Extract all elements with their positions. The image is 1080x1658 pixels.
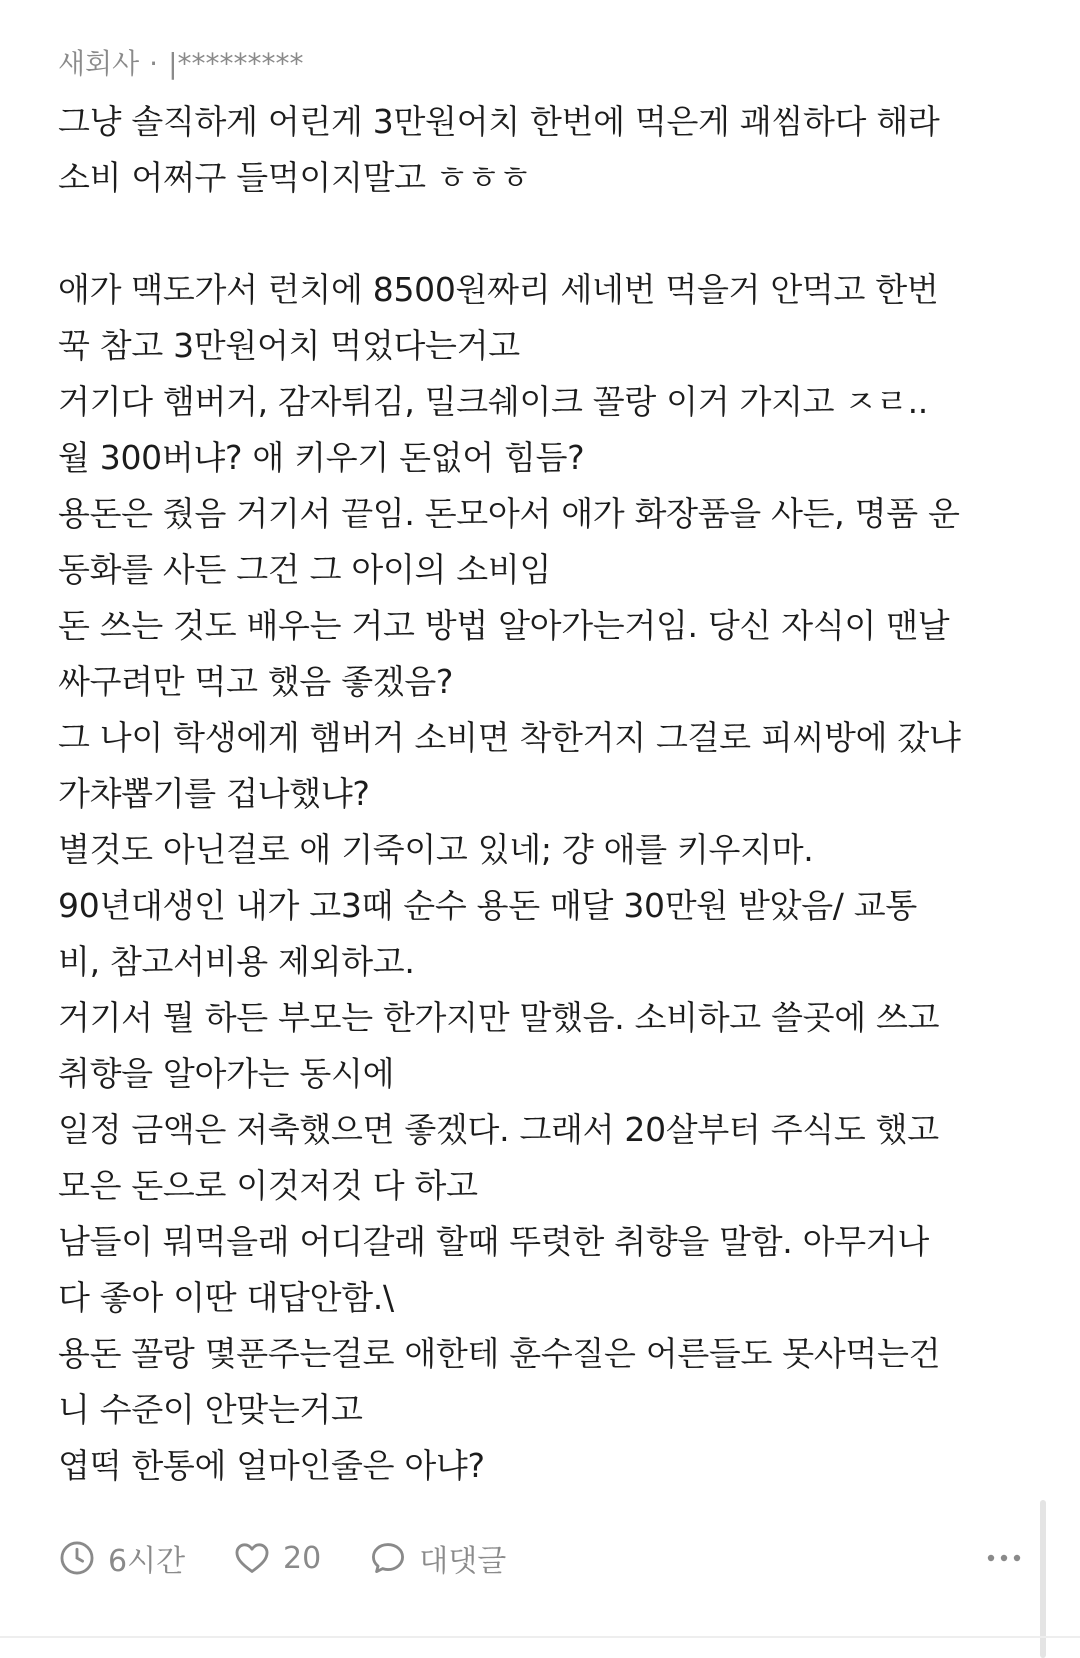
comment-actions <box>58 1530 1022 1586</box>
divider <box>0 1636 1080 1638</box>
comment-line-blank <box>58 206 1022 262</box>
reply-label: 대댓글 <box>419 1544 507 1579</box>
comment-line: 남들이 뭐먹을래 어디갈래 할때 뚜렷한 취향을 말함. 아무거나 <box>58 1222 929 1261</box>
comment-line: 거기서 뭘 하든 부모는 한가지만 말했음. 소비하고 쓸곳에 쓰고 <box>58 998 940 1037</box>
comment-line: 다 좋아 이딴 대답안함.\ <box>58 1278 394 1317</box>
comment-line: 그 나이 학생에게 햄버거 소비면 착한거지 그걸로 피씨방에 갔냐 <box>58 718 961 757</box>
comment-line: 소비 어쩌구 들먹이지말고 ㅎㅎㅎ <box>58 158 531 197</box>
comment-line: 90년대생인 내가 고3때 순수 용돈 매달 30만원 받았음/ 교통 <box>58 886 917 925</box>
reply-button[interactable] <box>369 1536 506 1580</box>
comment-line: 일정 금액은 저축했으면 좋겠다. 그래서 20살부터 주식도 했고 <box>58 1110 939 1149</box>
like-button[interactable] <box>233 1539 321 1577</box>
more-options-button[interactable] <box>986 1552 1022 1564</box>
comment-line: 모은 돈으로 이것저것 다 하고 <box>58 1166 478 1205</box>
comment-line: 비, 참고서비용 제외하고. <box>58 942 415 981</box>
comment-line: 엽떡 한통에 얼마인줄은 아냐? <box>58 1446 485 1485</box>
comment-line: 애가 맥도가서 런치에 8500원짜리 세네번 먹을거 안먹고 한번 <box>58 270 939 309</box>
comment-line: 거기다 햄버거, 감자튀김, 밀크쉐이크 꼴랑 이거 가지고 ㅈㄹ.. <box>58 382 928 421</box>
time-label: 6시간 <box>108 1544 186 1579</box>
comment-line: 꾹 참고 3만원어치 먹었다는거고 <box>58 326 520 365</box>
comment-line: 용돈 꼴랑 몇푼주는걸로 애한테 훈수질은 어른들도 못사먹는건 <box>58 1334 941 1373</box>
comment-line: 별것도 아닌걸로 애 기죽이고 있네; 걍 애를 키우지마. <box>58 830 814 869</box>
comment-line: 가챠뽑기를 겁나했냐? <box>58 774 370 813</box>
comment-line: 돈 쓰는 것도 배우는 거고 방법 알아가는거임. 당신 자식이 맨날 <box>58 606 950 645</box>
comment-line: 취향을 알아가는 동시에 <box>58 1054 395 1093</box>
comment-line: 니 수준이 안맞는거고 <box>58 1390 363 1429</box>
comment-line: 월 300버냐? 애 키우기 돈없어 힘듬? <box>58 438 585 477</box>
comment-line: 그냥 솔직하게 어린게 3만원어치 한번에 먹은게 괘씸하다 해라 <box>58 102 940 141</box>
clock-icon <box>58 1539 96 1577</box>
scrollbar[interactable] <box>1040 1500 1046 1658</box>
comment-line: 용돈은 줬음 거기서 끝임. 돈모아서 애가 화장품을 사든, 명품 운 <box>58 494 960 533</box>
heart-icon <box>233 1539 271 1577</box>
comment-meta <box>58 44 1022 84</box>
time-indicator <box>58 1536 185 1580</box>
author-name[interactable]: 새회사 <box>58 47 140 80</box>
meta-separator: · <box>149 47 159 80</box>
comment-line: 동화를 사든 그건 그 아이의 소비임 <box>58 550 552 589</box>
more-dots-icon <box>986 1552 1022 1564</box>
masked-id: |********* <box>168 47 304 80</box>
comment-body <box>58 94 1022 1494</box>
comment-line: 싸구려만 먹고 했음 좋겠음? <box>58 662 454 701</box>
speech-bubble-icon <box>369 1539 407 1577</box>
like-count: 20 <box>283 1540 322 1576</box>
